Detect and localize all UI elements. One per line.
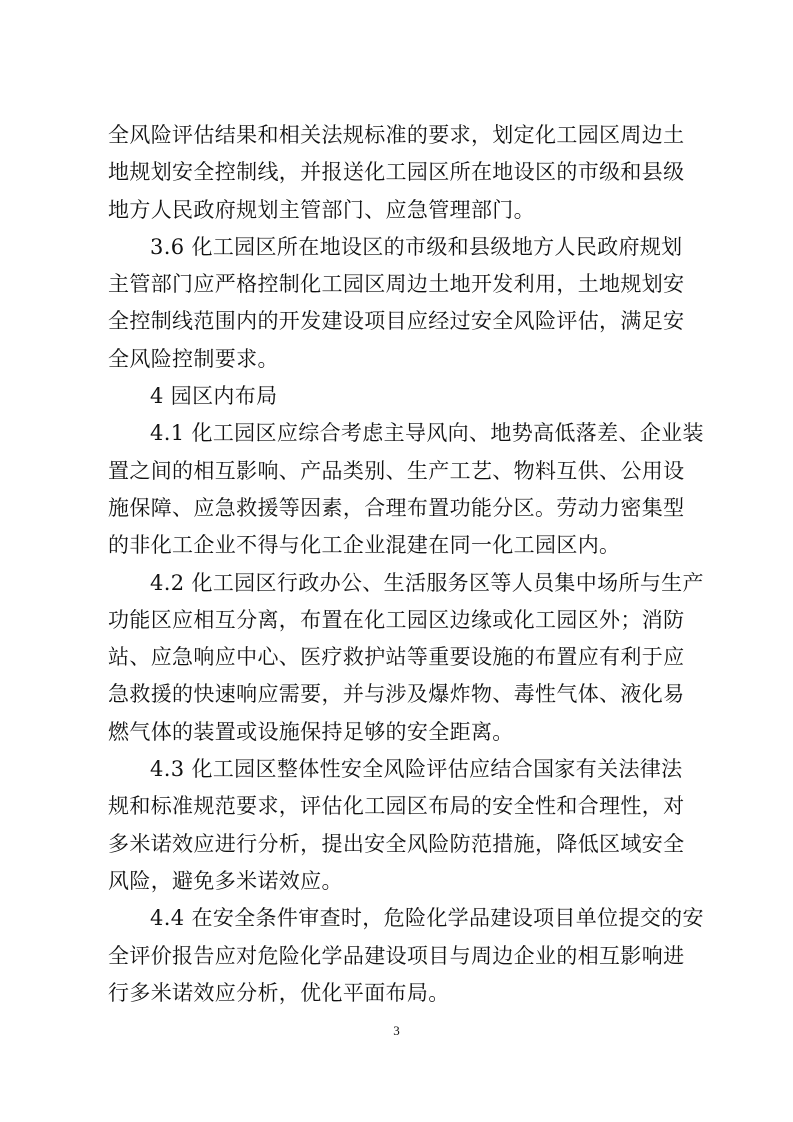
text-line: 全评价报告应对危险化学品建设项目与周边企业的相互影响进 [108,943,685,968]
text-line: 主管部门应严格控制化工园区周边土地开发利用，土地规划安 [108,272,685,297]
text-line: 4.1 化工园区应综合考虑主导风向、地势高低落差、企业装 [150,421,704,446]
text-line: 全控制线范围内的开发建设项目应经过安全风险评估，满足安 [108,309,685,334]
body-text [108,117,704,1012]
text-line: 全风险评估结果和相关法规标准的要求，划定化工园区周边土 [108,123,685,147]
text-line: 4.4 在安全条件审查时，危险化学品建设项目单位提交的安 [150,906,704,931]
page-number: 3 [393,1023,400,1038]
text-line: 站、应急响应中心、医疗救护站等重要设施的布置应有利于应 [108,645,685,670]
text-line: 功能区应相互分离，布置在化工园区边缘或化工园区外；消防 [108,607,685,632]
text-line: 地规划安全控制线，并报送化工园区所在地设区的市级和县级 [108,160,685,185]
text-line: 燃气体的装置或设施保持足够的安全距离。 [108,719,514,744]
text-line: 规和标准规范要求，评估化工园区布局的安全性和合理性，对 [108,794,685,819]
text-line: 多米诺效应进行分析，提出安全风险防范措施，降低区域安全 [108,831,685,856]
text-line: 行多米诺效应分析，优化平面布局。 [108,980,450,1005]
text-line: 风险，避免多米诺效应。 [108,868,343,893]
paragraph-4-4 [108,900,704,1012]
text-line: 急救援的快速响应需要，并与涉及爆炸物、毒性气体、液化易 [108,682,685,707]
paragraph-3-6 [108,229,688,378]
paragraph-4-2 [108,565,704,751]
paragraph-4-1 [108,415,704,564]
section-heading: 4 园区内布局 [150,384,278,409]
text-line: 的非化工企业不得与化工企业混建在同一化工园区内。 [108,533,621,558]
paragraph-4-3 [108,751,688,900]
text-line: 3.6 化工园区所在地设区的市级和县级地方人民政府规划 [150,234,683,259]
text-line: 4.3 化工园区整体性安全风险评估应结合国家有关法律法 [150,757,683,782]
text-line: 全风险控制要求。 [108,346,279,371]
text-line: 4.2 化工园区行政办公、生活服务区等人员集中场所与生产 [150,570,704,595]
text-line: 地方人民政府规划主管部门、应急管理部门。 [108,197,535,222]
text-line: 施保障、应急救援等因素，合理布置功能分区。劳动力密集型 [108,495,685,520]
paragraph-continuation [108,117,688,229]
section-heading-4 [108,378,688,415]
text-line: 置之间的相互影响、产品类别、生产工艺、物料互供、公用设 [108,458,685,483]
